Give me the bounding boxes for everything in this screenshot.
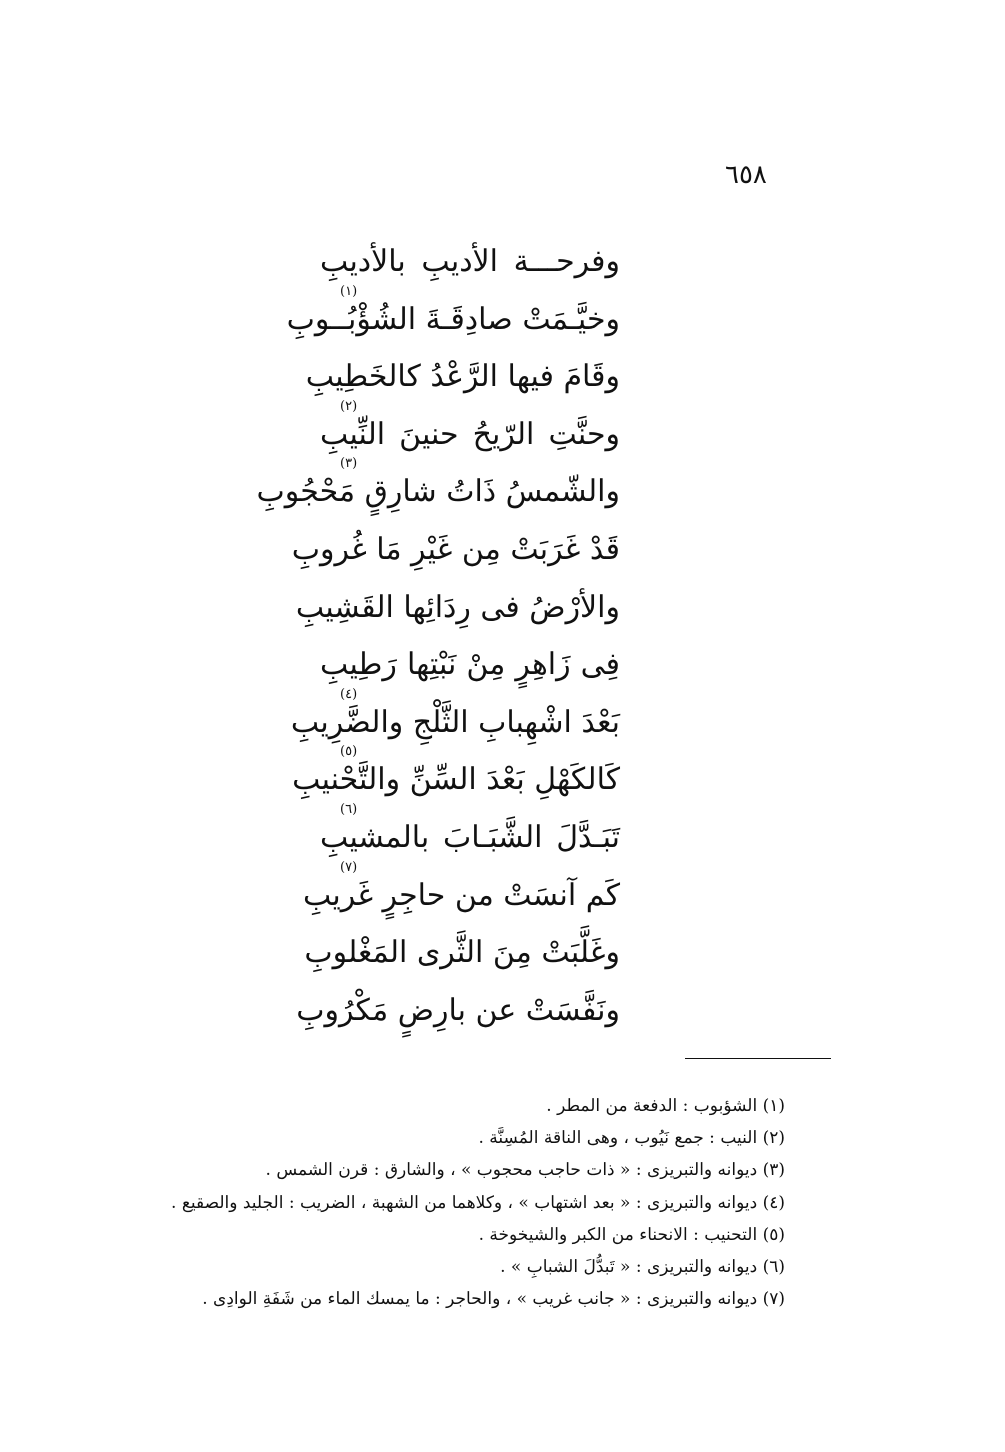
poem-verse: بَعْدَ اشْهِبابِ الثَّلْجِ والضَّرِيبِ (٤) [290,686,620,740]
poem-verse: وقَامَ فيها الرَّعْدُ كالخَطِيبِ [305,359,620,395]
verse-footnote-marker: (٧) [340,859,358,875]
poem-verse: وغَلَّبَتْ مِنَ الثَّرى المَغْلوبِ [304,935,620,971]
poem-verse: والشّمسُ ذَاتُ شارِقٍ مَحْجُوبِ (٣) [256,456,620,510]
poem-verse: تَبَـدَّلَ الشَّبَـابَ بالمشيبِ (٦) [320,801,620,855]
poem-verse: كَالكَهْلِ بَعْدَ السِّنِّ والتَّحْنيبِ (٥) [292,744,620,798]
verse-footnote-marker: (٥) [340,744,358,760]
poem-verse: قَدْ غَرَبَتْ مِن غَيْرِ مَا غُروبِ [291,531,620,567]
footnote: (٧) ديوانه والتبريزى : « جانب غريب » ، والحاجر : ما يمسك الماء من شَفَةِ الوادِى . [202,1289,785,1310]
poem-verse: وفرحـــة الأديبِ بالأديبِ [320,244,620,279]
poem-verse: ونَفَّسَتْ عن بارِضٍ مَكْرُوبِ [296,992,620,1028]
poem-verse: وخيَّـمَتْ صادِقَـةَ الشُؤْبُــوبِ (١) [286,283,620,337]
poem [256,233,620,1039]
footnote: (٥) التحنيب : الانحناء من الكبر والشيخوخة . [478,1224,785,1245]
verse-footnote-marker: (٣) [340,456,358,472]
footnote: (٣) ديوانه والتبريزى : « ذات حاجب محجوب » ، والشارق : قرن الشمس . [265,1160,785,1181]
poem-verse: والأرْضُ فى رِدَائِها القَشِيبِ [295,589,620,625]
poem-verse: وحنَّتِ الرّيحُ حنينَ النِّيبِ (٢) [320,398,620,452]
verse-footnote-marker: (٢) [340,398,358,414]
verse-footnote-marker: (٦) [340,801,358,817]
verse-footnote-marker: (٤) [340,686,358,702]
footnote-divider [685,1058,831,1059]
footnote: (١) الشؤبوب : الدفعة من المطر . [546,1096,785,1116]
footnotes [125,1090,785,1315]
page-number: ٦٥٨ [725,160,767,190]
footnote: (٤) ديوانه والتبريزى : « بعد اشتهاب » ، وكلاهما من الشهبة ، الضريب : الجليد والصقيع . [171,1192,785,1213]
footnote: (٢) النيب : جمع نَيُوب ، وهى الناقة المُسِنَّة . [478,1128,785,1149]
footnote: (٦) ديوانه والتبريزى : « تَبدُّلَ الشبابِ » . [500,1256,785,1277]
poem-verse: كَم آنسَتْ من حاجِرٍ غَريبِ (٧) [302,859,620,913]
verse-footnote-marker: (١) [340,283,358,299]
poem-verse: فِى زَاهِرٍ مِنْ نَبْتِها رَطِيبِ [320,647,620,683]
